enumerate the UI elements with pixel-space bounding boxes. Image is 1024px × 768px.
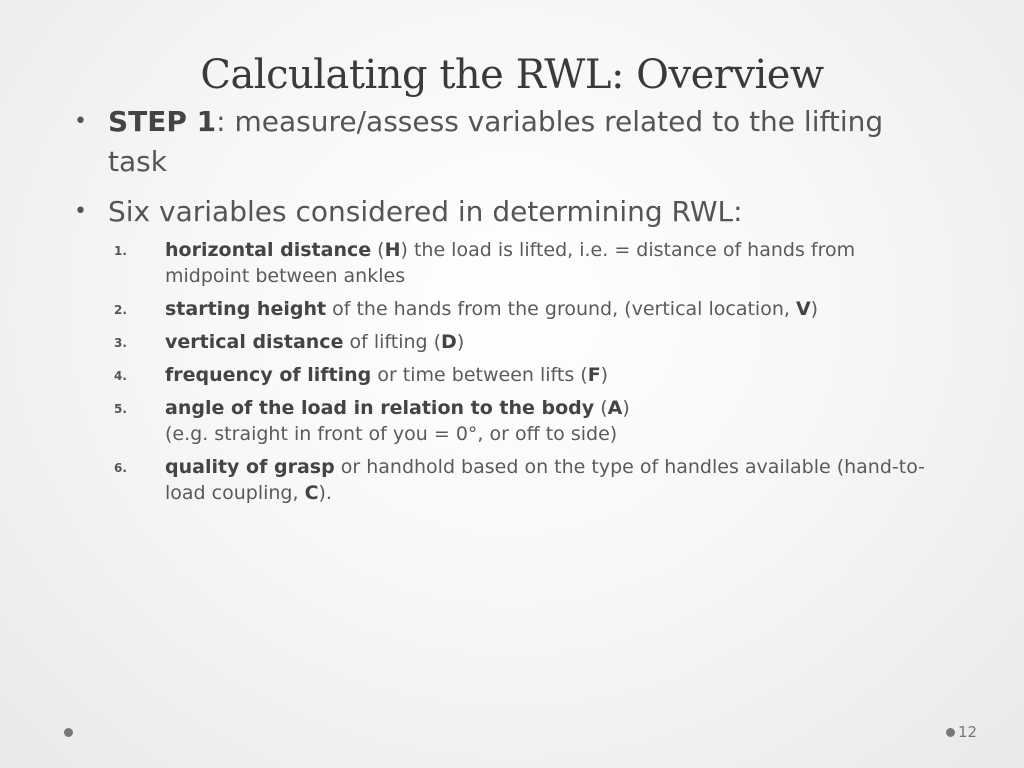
variable-item-starting-height [110,296,940,322]
variable-symbol: H [384,239,401,261]
variable-symbol: V [795,298,811,320]
variable-symbol: C [304,482,319,504]
variable-term: starting height [165,298,327,320]
variable-item-horizontal-distance [110,237,940,289]
item-number: 3. [114,336,127,350]
variable-text: of lifting ( [343,331,442,353]
variable-text: or handhold based on the type of handles available (hand-to-load coupling, [165,456,926,504]
variable-text: ). [318,482,332,504]
variable-item-vertical-distance [110,329,940,355]
footer-dot-right-icon [946,728,955,737]
bullet-bold: STEP 1 [108,105,217,138]
bullet-text: Six variables considered in determining RWL: [108,195,743,228]
footer-dot-left-icon [64,728,73,737]
variables-list [110,237,940,513]
variable-term: quality of grasp [165,456,335,478]
variable-text: or time between lifts ( [371,364,588,386]
item-number: 2. [114,303,127,317]
item-number: 1. [114,244,127,258]
item-number: 4. [114,369,127,383]
item-number: 6. [114,461,127,475]
page-number: 12 [958,723,978,741]
variable-note: (e.g. straight in front of you = 0°, or off to side) [165,423,618,445]
variable-item-frequency [110,362,940,388]
variable-symbol: D [441,331,457,353]
variable-text: ) [810,298,819,320]
variable-symbol: F [587,364,601,386]
bullet-list [70,102,930,242]
slide-title: Calculating the RWL: Overview [200,52,824,98]
variable-term: horizontal distance [165,239,372,261]
bullet-six-variables [70,192,930,232]
item-number: 5. [114,402,127,416]
variable-text: ( [371,239,385,261]
variable-text: ) [622,397,630,419]
variable-text: ) [456,331,465,353]
bullet-text: : measure/assess variables related to the lifting task [108,105,884,178]
variable-symbol: A [607,397,623,419]
variable-text: ) the load is lifted, i.e. = distance of hands from midpoint between ankles [165,239,856,287]
variable-text: ( [594,397,608,419]
variable-item-angle [110,395,940,447]
variable-term: angle of the load in relation to the body [165,397,595,419]
variable-term: frequency of lifting [165,364,372,386]
variable-item-grasp [110,454,940,506]
bullet-step-1 [70,102,930,182]
variable-text: of the hands from the ground, (vertical location, [326,298,796,320]
variable-text: ) [600,364,609,386]
variable-term: vertical distance [165,331,344,353]
